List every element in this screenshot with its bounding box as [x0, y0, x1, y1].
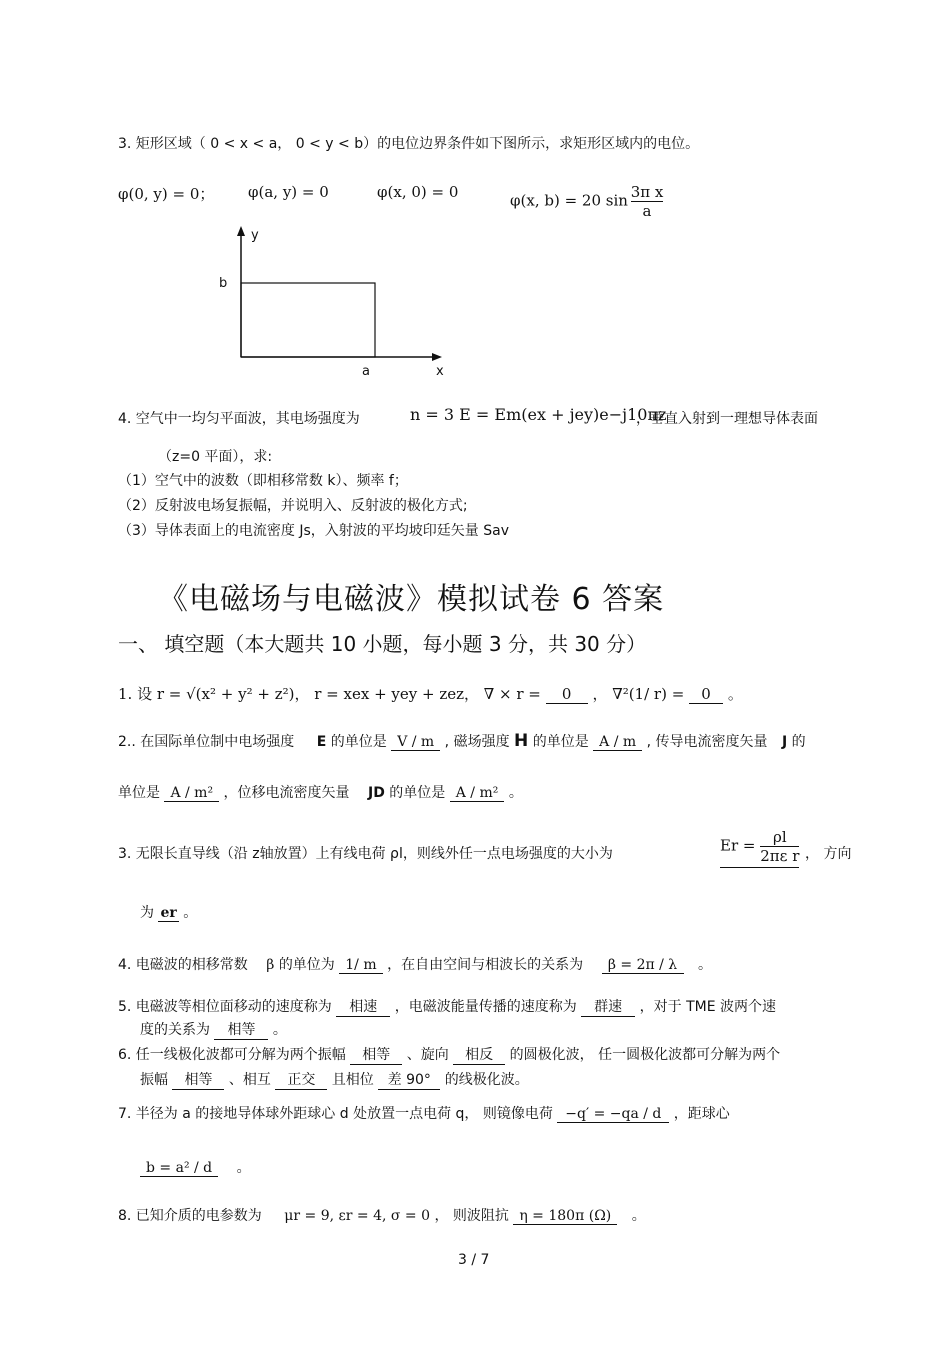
answer-2-blank-3: A / m² — [164, 785, 219, 802]
answer-7-line-1: 7. 半径为 a 的接地导体球外距球心 d 处放置一点电荷 q， 则镜像电荷 −q′ = −qa / d ，距球心 — [118, 1106, 730, 1122]
q3-bc4-den: a — [642, 202, 652, 220]
answer-5-blank-1: 相速 — [336, 996, 390, 1017]
section-heading: 一、 填空题（本大题共 10 小题，每小题 3 分，共 30 分） — [118, 632, 647, 656]
answer-7-blank-1: −q′ = −qa / d — [557, 1106, 669, 1123]
q4-sub3: （3）导体表面上的电流密度 Js，入射波的平均坡印廷矢量 Sav — [118, 523, 509, 539]
answer-1: 1. 设 r = √(x² + y² + z²)， r = xex + yey + zez， ∇ × r = 0 ， ∇²(1/ r) = 0 。 — [118, 685, 743, 703]
q3-text: 3. 矩形区域（ 0 < x < a， 0 < y < b）的电位边界条件如下图所示，求矩形区域内的电位。 — [118, 136, 700, 152]
answer-2-blank-4: A / m² — [450, 785, 505, 802]
answer-2-blank-2: A / m — [593, 734, 642, 751]
answer-2-blank-1: V / m — [391, 734, 440, 751]
answer-8-blank: η = 180π (Ω) — [513, 1208, 617, 1225]
answer-6-blank-3: 相等 — [172, 1069, 224, 1090]
answer-5-line-1: 5. 电磁波等相位面移动的速度称为 相速 ，电磁波能量传播的速度称为 群速 ，对于 TME 波两个速 — [118, 996, 776, 1017]
q4-sub2: （2）反射波电场复振幅，并说明入、反射波的极化方式; — [118, 498, 468, 514]
answer-5-line-2: 度的关系为 相等 。 — [140, 1019, 287, 1040]
answer-1-blank-2: 0 — [689, 685, 723, 704]
diagram-y-label: y — [251, 228, 259, 243]
diagram-a-label: a — [362, 364, 370, 379]
q4-sub1: （1）空气中的波数（即相移常数 k）、频率 f； — [118, 473, 408, 489]
answer-6-blank-2: 相反 — [453, 1044, 505, 1065]
answer-3-blank: Er = $\frac{\rho l}{\text{2πε r}}$ — [720, 828, 799, 868]
q4-formula: n = 3 E = Em(ex + jey)e−j10πz — [410, 405, 667, 424]
answer-2-line-2: 单位是 A / m² ，位移电流密度矢量 JD 的单位是 A / m² 。 — [118, 785, 523, 801]
q3-bc4-num: 3π x — [630, 183, 664, 201]
answer-6-blank-5: 差 90° — [378, 1069, 440, 1090]
answer-3-den: 2πε r — [760, 847, 800, 865]
answer-8: 8. 已知介质的电参数为 μr = 9, εr = 4, σ = 0 ， 则波阻抗 η = 180π (Ω) 。 — [118, 1208, 646, 1224]
page-number: 3 / 7 — [458, 1252, 490, 1268]
answer-7-blank-2: b = a² / d — [140, 1160, 218, 1177]
boundary-diagram — [200, 222, 460, 382]
diagram-x-label: x — [436, 364, 444, 379]
answer-7-line-2: b = a² / d 。 — [140, 1157, 251, 1177]
answer-title: 《电磁场与电磁波》模拟试卷 6 答案 — [158, 582, 665, 617]
q3-bc3: φ(x, 0) = 0 — [377, 183, 459, 201]
q3-bc2: φ(a, y) = 0 — [248, 183, 329, 201]
answer-3-text: 3. 无限长直导线（沿 z轴放置）上有线电荷 ρl，则线外任一点电场强度的大小为 — [118, 846, 613, 862]
answer-6-line-1: 6. 任一线极化波都可分解为两个振幅 相等 、旋向 相反 的圆极化波， 任一圆极化波都可分解为两个 — [118, 1044, 780, 1065]
answer-6-blank-1: 相等 — [350, 1044, 402, 1065]
answer-3-direction: er — [160, 905, 177, 921]
answer-4: 4. 电磁波的相移常数 β 的单位为 1/ m ，在自由空间与相波长的关系为 β = 2π / λ 。 — [118, 957, 712, 973]
diagram-b-label: b — [219, 276, 228, 291]
answer-2-line-1: 2.. 在国际单位制中电场强度 E 的单位是 V / m , 磁场强度 H 的单位是 A / m , 传导电流密度矢量 J 的 — [118, 731, 806, 751]
answer-4-blank-1: 1/ m — [339, 957, 382, 974]
answer-4-blank-2: β = 2π / λ — [602, 957, 684, 974]
answer-6-blank-4: 正交 — [275, 1069, 327, 1090]
answer-3-line-2: 为 er 。 — [140, 905, 198, 921]
q4-text: 4. 空气中一均匀平面波，其电场强度为 — [118, 411, 360, 427]
answer-5-blank-3: 相等 — [214, 1019, 268, 1040]
q3-bc4: φ(x, b) = 20 sin $\frac{\text{3π x}}{a}$ — [510, 183, 664, 220]
q3-bc1: φ(0, y) = 0； — [118, 185, 215, 203]
answer-1-blank-1: 0 — [546, 685, 588, 704]
q4-line2: （z=0 平面），求: — [158, 449, 273, 465]
answer-3-num: ρl — [760, 828, 799, 847]
q4-tail: ，垂直入射到一理想导体表面 — [636, 411, 818, 427]
answer-5-blank-2: 群速 — [581, 996, 635, 1017]
answer-3-tail: ， 方向 — [805, 846, 852, 862]
answer-6-line-2: 振幅 相等 、相互 正交 且相位 差 90° 的线极化波。 — [140, 1069, 529, 1090]
